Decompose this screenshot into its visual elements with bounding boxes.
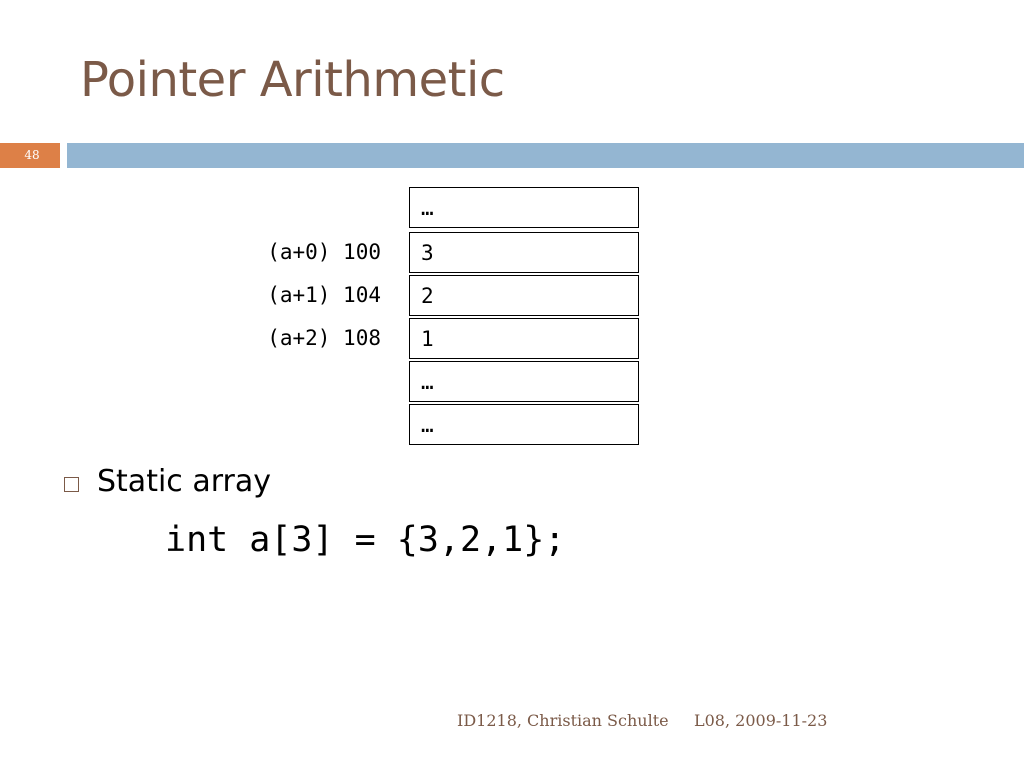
memory-cell: 2 xyxy=(409,275,639,316)
memory-cell: … xyxy=(409,361,639,402)
memory-address-label: (a+1) 104 xyxy=(267,283,381,307)
header-bar xyxy=(67,143,1024,168)
memory-address-label: (a+0) 100 xyxy=(267,240,381,264)
bullet-box-icon xyxy=(64,477,79,492)
memory-address-label: (a+2) 108 xyxy=(267,326,381,350)
footer-date: L08, 2009-11-23 xyxy=(694,711,828,730)
slide-title: Pointer Arithmetic xyxy=(80,52,505,108)
memory-cell: … xyxy=(409,187,639,228)
bullet-text: Static array xyxy=(97,464,271,499)
footer-course: ID1218, Christian Schulte xyxy=(457,711,669,730)
memory-cell: 1 xyxy=(409,318,639,359)
slide-number: 48 xyxy=(0,143,60,168)
memory-cell: … xyxy=(409,404,639,445)
memory-cell: 3 xyxy=(409,232,639,273)
code-line: int a[3] = {3,2,1}; xyxy=(165,520,566,560)
